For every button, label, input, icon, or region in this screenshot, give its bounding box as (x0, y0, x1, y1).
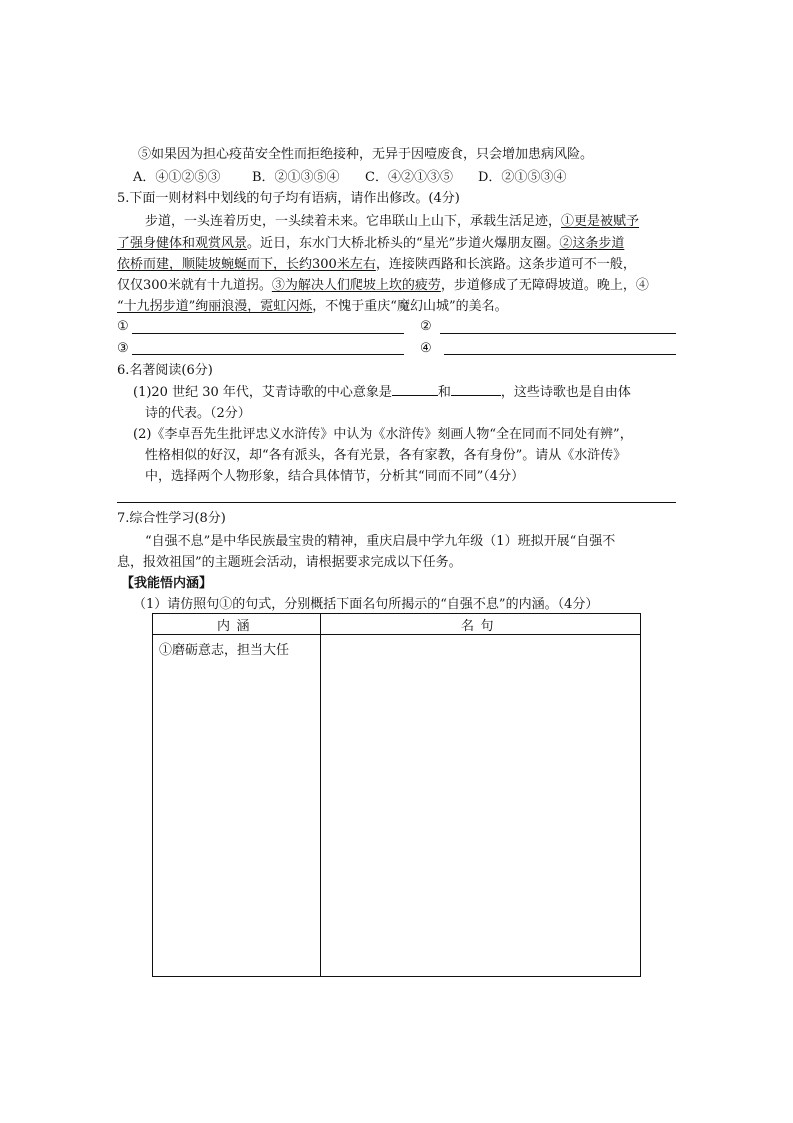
q5-text: ，不愧于重庆“魔幻山城”的美名。 (312, 299, 508, 314)
table-row (153, 635, 641, 977)
q5-text: 步道，一头连着历史，一头续着未来。它串联山上山下，承载生活足迹， (145, 214, 562, 229)
q5-passage-line-4 (117, 277, 649, 295)
q5-answer-line-4[interactable] (444, 354, 676, 355)
q7-intro-line-2: 息，报效祖国”的主题班会活动，请根据要求完成以下任务。 (117, 555, 462, 570)
q4-option-a: A．④①②⑤③ (133, 170, 221, 185)
q5-text: ，连接陕西路和长滨路。这条步道可不一般， (375, 257, 636, 272)
q5-answer-label-1: ① (117, 319, 129, 334)
q5-text: 仅仅300米就有十九道拐。 (117, 278, 272, 293)
q5-underlined-sentence-3: ③为解决人们爬坡上坎的疲劳 (271, 278, 441, 293)
q6-text: 和 (437, 385, 451, 400)
table-header-meaning: 内涵 (153, 614, 321, 635)
q5-passage-line-3 (117, 256, 636, 274)
table-cell-meaning: ①磨砺意志，担当大任 (153, 635, 321, 977)
q5-underlined-sentence-2-cont: 依桥而建，顺陡坡蜿蜒而下，长约300米左右 (117, 257, 376, 272)
q5-underlined-sentence-4: “十九拐步道”绚丽浪漫，霓虹闪烁 (117, 299, 313, 314)
q6-blank-2[interactable] (451, 383, 501, 396)
q5-underlined-sentence-2: ②这条步道 (559, 236, 625, 251)
q6-sub2-line-1: (2)《李卓吾先生批评忠义水浒传》中认为《水浒传》刻画人物“全在同而不同处有辨”， (133, 427, 633, 442)
q7-answer-table (152, 613, 641, 977)
q5-passage-line-1 (145, 213, 639, 231)
q5-text: 。近日，东水门大桥北桥头的“星光”步道火爆朋友圈。 (247, 236, 560, 251)
q5-answer-label-4: ④ (420, 341, 432, 356)
q5-text: ，步道修成了无障碍坡道。晚上，④ (440, 278, 649, 293)
q6-sub2-line-3: 中，选择两个人物形象，结合具体情节，分析其“同而不同”（4分） (145, 469, 525, 484)
q6-sub1-line-1 (133, 383, 631, 402)
q4-option-c: C．④②①③⑤ (365, 170, 453, 185)
q5-underlined-sentence-1-cont: 了强身健体和观赏风景 (117, 236, 248, 251)
q5-passage-line-2 (117, 235, 624, 253)
q6-text: ，这些诗歌也是自由体 (500, 385, 631, 400)
q5-answer-label-2: ② (420, 319, 432, 334)
q5-answer-line-2[interactable] (440, 333, 676, 334)
table-cell-quote[interactable] (321, 635, 641, 977)
q6-blank-1[interactable] (392, 383, 438, 396)
q5-answer-line-1[interactable] (132, 333, 404, 334)
q5-passage-line-5 (117, 298, 508, 316)
q4-option-d: D．②①⑤③④ (478, 170, 567, 185)
q4-option-b: B．②①③⑤④ (252, 170, 340, 185)
q6-title: 6.名著阅读(6分) (117, 363, 213, 378)
q5-underlined-sentence-1: ①更是被赋予 (561, 214, 640, 229)
q6-sub1-line-2: 诗的代表。（2分） (145, 406, 251, 421)
q6-answer-line[interactable] (117, 502, 676, 503)
q7-title: 7.综合性学习(8分) (117, 511, 226, 526)
q5-answer-line-3[interactable] (132, 354, 404, 355)
table-header-row (153, 614, 641, 635)
table-header-quote: 名句 (321, 614, 641, 635)
q7-task-1: （1）请仿照句①的句式，分别概括下面名句所揭示的“自强不息”的内涵。（4分） (133, 597, 599, 612)
q7-intro-line-1: “自强不息”是中华民族最宝贵的精神，重庆启晨中学九年级（1）班拟开展“自强不 (145, 534, 616, 549)
q5-answer-label-3: ③ (117, 341, 129, 356)
q6-text: (1)20 世纪 30 年代，艾青诗歌的中心意象是 (133, 385, 392, 400)
q5-title: 5.下面一则材料中划线的句子均有语病，请作出修改。(4分) (117, 191, 460, 206)
q7-section-heading: 【我能悟内涵】 (121, 576, 213, 591)
q4-item-5: ⑤如果因为担心疫苗安全性而拒绝接种，无异于因噎废食，只会增加患病风险。 (138, 147, 594, 162)
q6-sub2-line-2: 性格相似的好汉，却“各有派头，各有光景，各有家教，各有身份”。请从《水浒传》 (145, 448, 627, 463)
